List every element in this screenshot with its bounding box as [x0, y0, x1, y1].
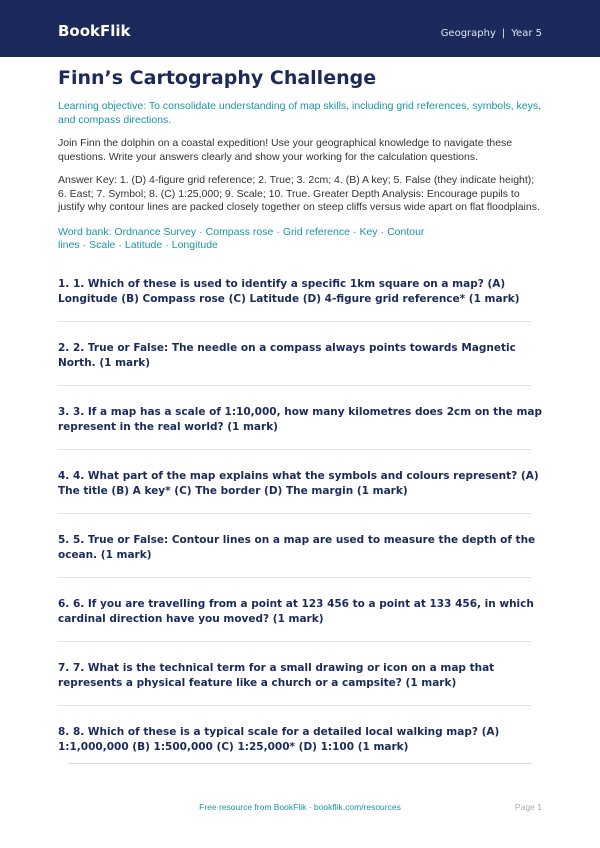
answer-line	[58, 577, 532, 578]
question-item: 1. 1. Which of these is used to identify a specific 1km square on a map? (A) Longitude (B) Compass rose (C) Latitude (D) 4-figure grid reference* (1 mark)	[58, 277, 520, 305]
page-number: Page 1	[515, 802, 542, 812]
intro-text: Join Finn the dolphin on a coastal expedition! Use your geographical knowledge to navigate these questions. Write your answers clearly and show your working for the calculation questions.	[58, 137, 513, 163]
page-header	[0, 0, 600, 57]
answer-key: Answer Key: 1. (D) 4-figure grid reference; 2. True; 3. 2cm; 4. (B) A key; 5. False (they indicate height); 6. East; 7. Symbol; 8. (C) 1:25,000; 9. Scale; 10. True. Greater Depth Analysis: Encourage pupils to justify why contour lines are packed closely together on steep cliffs versus wide apart on flat floodplains.	[58, 174, 540, 213]
answer-line	[58, 449, 532, 450]
brand-logo-text: BookFlik	[58, 22, 131, 40]
word-separator: ·	[380, 225, 385, 238]
word-separator: ·	[118, 239, 122, 251]
worksheet-content	[58, 64, 544, 769]
question-item: 6. 6. If you are travelling from a point at 123 456 to a point at 133 456, in which cardinal direction have you moved? (1 mark)	[58, 597, 534, 625]
word-bank-words	[58, 226, 424, 252]
question-item: 3. 3. If a map has a scale of 1:10,000, how many kilometres does 2cm on the map represent in the real world? (1 mark)	[58, 405, 542, 433]
year-label: Year 5	[511, 28, 542, 39]
learning-objective: Learning objective: To consolidate understanding of map skills, including grid references, symbols, keys, and compass directions.	[58, 100, 542, 126]
word-separator: ·	[276, 225, 280, 238]
word-bank-label: Word bank:	[58, 225, 112, 238]
word-bank-word: Longitude	[171, 239, 218, 251]
word-separator: ·	[199, 225, 203, 238]
page-title: Finn’s Cartography Challenge	[58, 67, 377, 89]
word-separator: ·	[352, 225, 357, 238]
word-separator: ·	[165, 239, 169, 251]
question-item: 4. 4. What part of the map explains what the symbols and colours represent? (A) The title (B) A key* (C) The border (D) The margin (1 mark)	[58, 469, 539, 497]
answer-line	[58, 321, 532, 322]
answer-line	[58, 513, 532, 514]
header-meta	[441, 28, 542, 39]
answer-line	[58, 705, 532, 706]
footer-resource-link[interactable]: Free resource from BookFlik · bookflik.com/resources	[199, 802, 401, 812]
word-bank-word: Latitude	[124, 239, 163, 251]
word-bank-word: Contour lines	[58, 225, 425, 251]
word-bank-word: Ordnance Survey	[114, 225, 197, 238]
question-item: 8. 8. Which of these is a typical scale for a detailed local walking map? (A) 1:1,000,000 (B) 1:500,000 (C) 1:25,000* (D) 1:100 (1 mark)	[58, 725, 500, 753]
word-bank-word: Scale	[89, 239, 116, 251]
word-bank-word: Grid reference	[282, 225, 350, 238]
word-bank	[58, 226, 544, 253]
answer-line	[58, 385, 532, 386]
meta-separator: |	[501, 28, 506, 39]
word-bank-word: Compass rose	[205, 225, 274, 238]
subject-label: Geography	[440, 28, 496, 39]
word-bank-word: Key	[359, 225, 378, 238]
question-list	[58, 277, 544, 769]
word-separator: ·	[82, 239, 87, 251]
bottom-divider	[68, 763, 532, 764]
question-item: 7. 7. What is the technical term for a small drawing or icon on a map that represents a physical feature like a church or a campsite? (1 mark)	[58, 661, 495, 689]
question-item: 5. 5. True or False: Contour lines on a map are used to measure the depth of the ocean. (1 mark)	[58, 533, 536, 561]
question-item: 2. 2. True or False: The needle on a compass always points towards Magnetic North. (1 mark)	[58, 341, 516, 369]
answer-line	[58, 641, 532, 642]
